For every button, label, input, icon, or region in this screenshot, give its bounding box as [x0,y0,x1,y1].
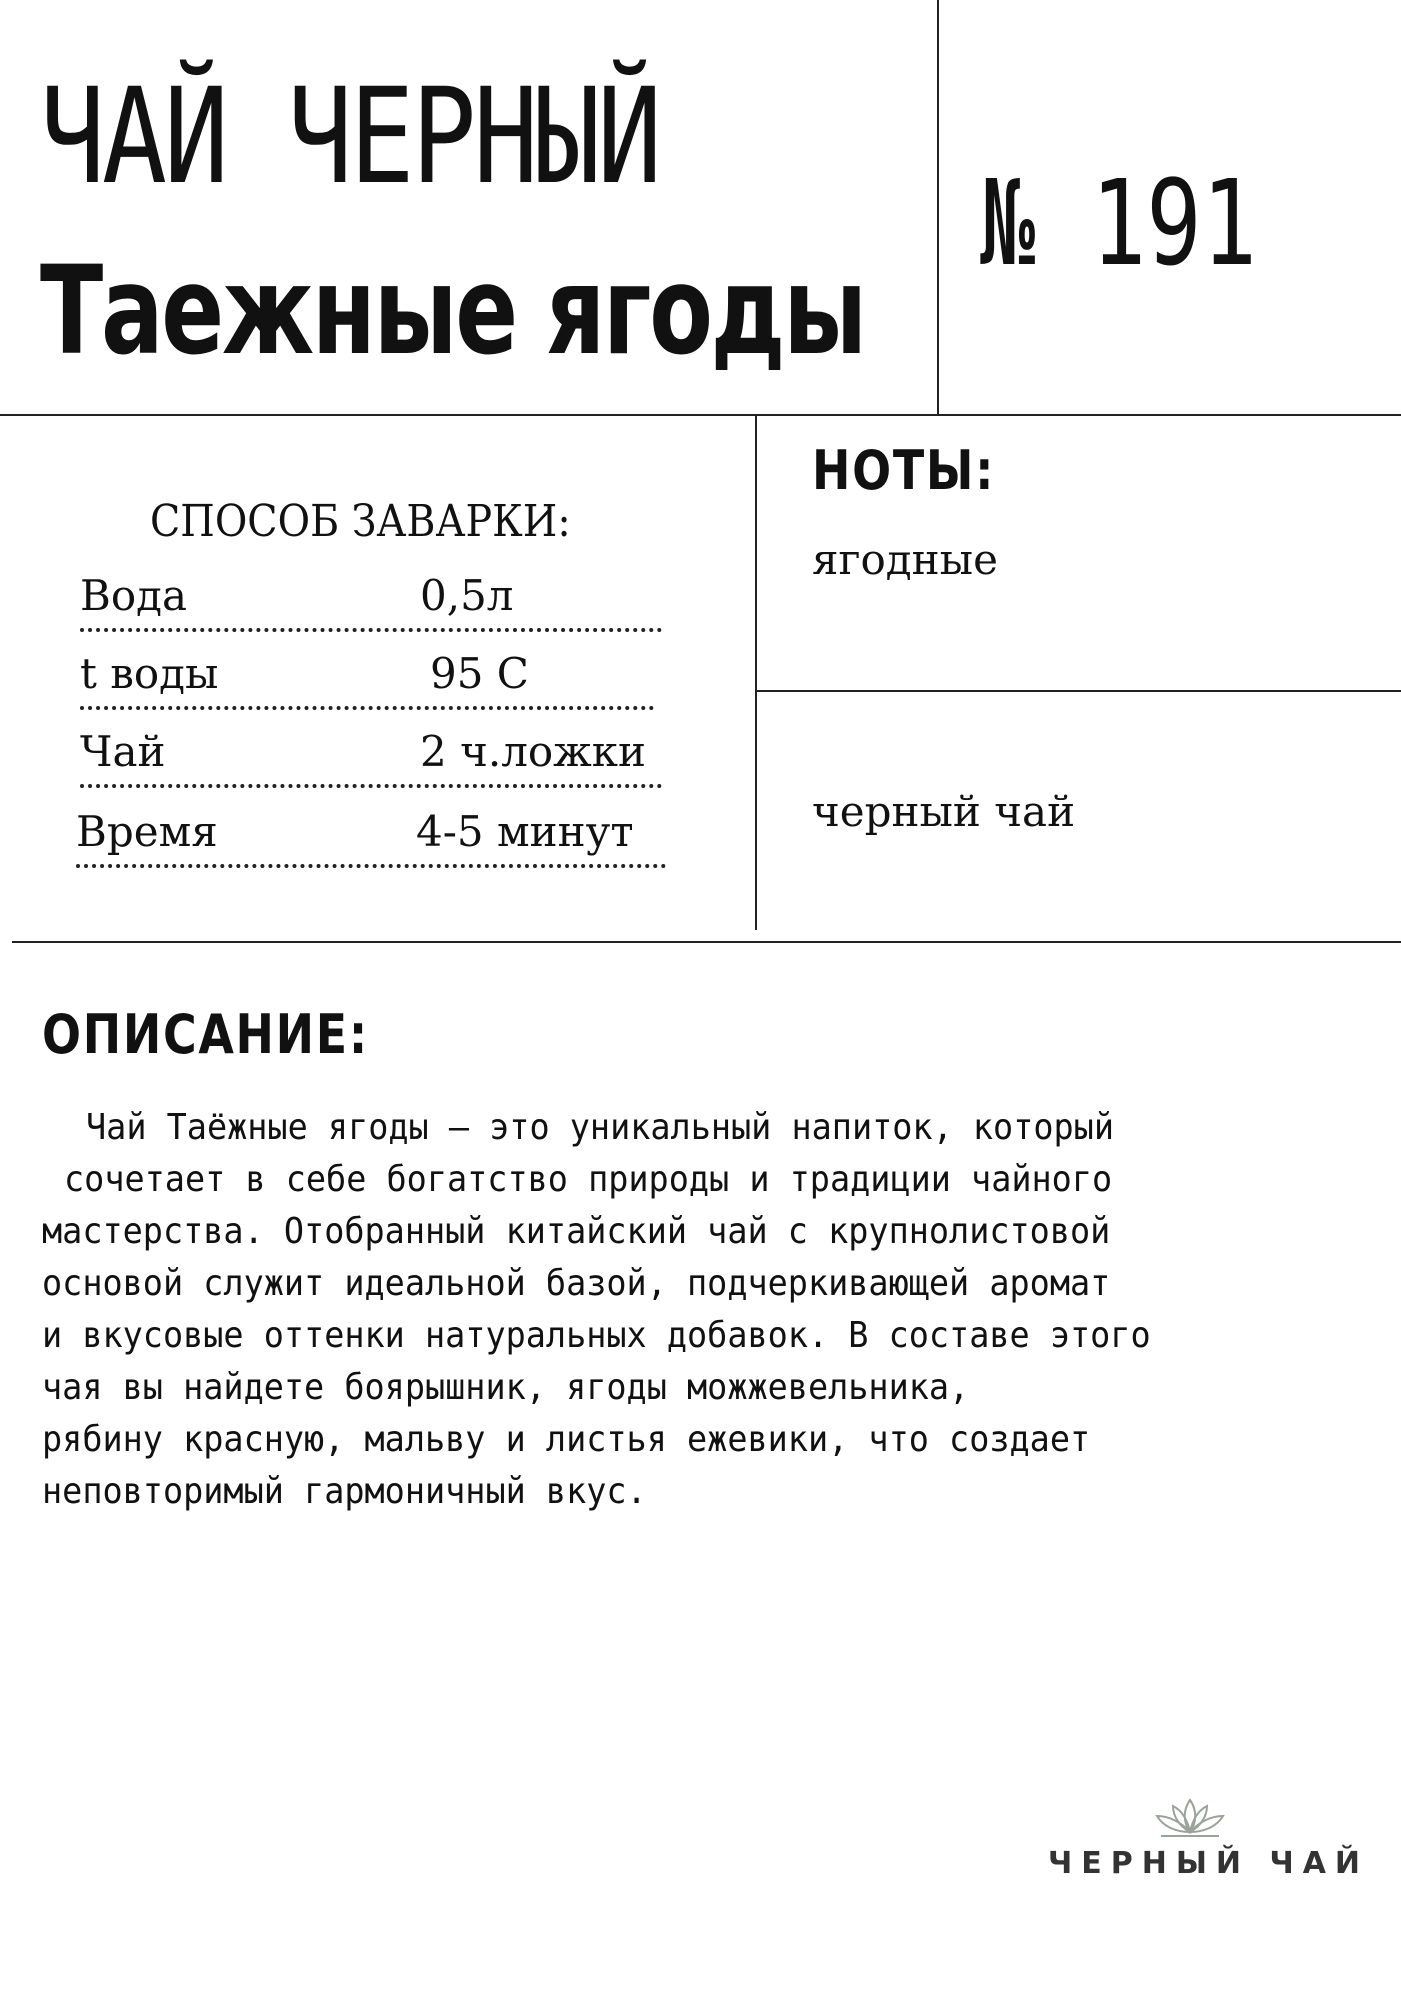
dotted-leader [80,706,654,710]
description-line: основой служит идеальной базой, подчеркивающей аромат [42,1263,1111,1304]
brewing-title: СПОСОБ ЗАВАРКИ: [150,496,571,547]
description-line: мастерства. Отобранный китайский чай с крупнолистовой [42,1211,1111,1252]
brewing-value: 2 ч.ложки [420,727,647,776]
brewing-value: 0,5л [420,571,514,620]
description-title: ОПИСАНИЕ: [42,1003,369,1066]
product-title-line1: ЧАЙ ЧЕРНЫЙ [40,60,659,214]
divider-info-bottom [12,941,1401,943]
product-number: № 191 [980,154,1258,292]
brewing-label: Время [76,807,218,856]
description-line: Чай Таёжные ягоды — это уникальный напиток, который [86,1107,1114,1148]
brewing-label: Чай [80,727,166,776]
notes-title: НОТЫ: [812,439,996,502]
brewing-row-water [80,556,662,632]
brewing-row-temperature [80,634,654,710]
note-item: черный чай [812,787,1076,836]
divider-brew-notes [755,414,757,930]
description-line: и вкусовые оттенки натуральных добавок. В составе этого [42,1315,1151,1356]
description-line: чая вы найдете боярышник, ягоды можжевельника, [42,1367,970,1408]
dotted-leader [80,628,662,632]
divider-title-number [937,0,939,416]
product-title-line2: Таежные ягоды [40,240,865,382]
brewing-row-tea [80,712,662,788]
dotted-leader [76,864,666,868]
brand-logo-text: ЧЕРНЫЙ ЧАЙ [1048,1846,1370,1881]
description-line: неповторимый гармоничный вкус. [42,1471,647,1512]
brewing-row-time [76,792,666,868]
lotus-icon [1145,1792,1235,1842]
description-line: рябину красную, мальву и листья ежевики, что создает [42,1419,1091,1460]
brewing-label: Вода [80,571,188,620]
dotted-leader [80,784,662,788]
brewing-value: 95 С [430,649,529,698]
brewing-value: 4-5 минут [416,807,634,856]
note-item: ягодные [812,535,998,584]
divider-notes-middle [755,690,1401,692]
brewing-label: t воды [80,649,219,698]
description-line: сочетает в себе богатство природы и традиции чайного [64,1159,1113,1200]
divider-header-bottom [0,414,1401,416]
